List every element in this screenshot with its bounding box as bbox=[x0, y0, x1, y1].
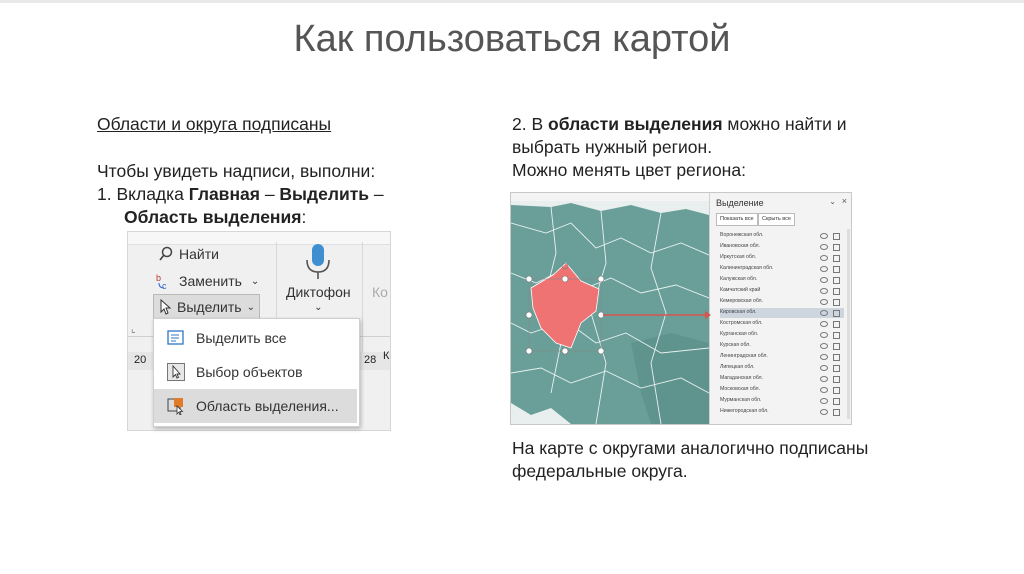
eye-icon[interactable] bbox=[820, 266, 828, 272]
lock-icon[interactable] bbox=[833, 332, 840, 339]
chevron-down-icon: ⌄ bbox=[246, 301, 255, 313]
lock-icon[interactable] bbox=[833, 244, 840, 251]
eye-icon[interactable] bbox=[820, 255, 828, 261]
slide-title: Как пользоваться картой bbox=[293, 18, 731, 60]
eye-icon[interactable] bbox=[820, 387, 828, 393]
selection-pane-row[interactable] bbox=[720, 396, 844, 406]
lock-icon[interactable] bbox=[833, 266, 840, 273]
selection-pane-row-label: Курганская обл. bbox=[720, 331, 759, 337]
selection-pane-row-label: Кемеровская обл. bbox=[720, 298, 764, 304]
selection-pane-row-label: Калужская обл. bbox=[720, 276, 758, 282]
selection-pane-row[interactable] bbox=[720, 352, 844, 362]
eye-icon[interactable] bbox=[820, 343, 828, 349]
eye-icon[interactable] bbox=[820, 299, 828, 305]
chevron-down-icon[interactable]: ⌄ bbox=[829, 197, 836, 206]
eye-icon[interactable] bbox=[820, 321, 828, 327]
selection-pane-row-label: Курская обл. bbox=[720, 342, 751, 348]
selection-pane-row[interactable] bbox=[720, 297, 844, 307]
dialog-launcher-icon[interactable]: ⌞ bbox=[131, 324, 136, 335]
selection-pane-row-label: Иркутская обл. bbox=[720, 254, 757, 260]
eye-icon[interactable] bbox=[820, 277, 828, 283]
lock-icon[interactable] bbox=[833, 354, 840, 361]
lock-icon[interactable] bbox=[833, 310, 840, 317]
cursor-icon bbox=[158, 299, 172, 315]
right-line1: 2. В области выделения можно найти и bbox=[512, 114, 847, 134]
selection-pane-row[interactable] bbox=[720, 319, 844, 329]
selection-pane-row[interactable] bbox=[720, 264, 844, 274]
hide-all-button[interactable]: Скрыть все bbox=[758, 213, 795, 226]
right-note-line2: федеральные округа. bbox=[512, 461, 688, 481]
eye-icon[interactable] bbox=[820, 310, 828, 316]
selection-pane-row[interactable] bbox=[720, 341, 844, 351]
eye-icon[interactable] bbox=[820, 354, 828, 360]
menu-item-label: Область выделения... bbox=[196, 398, 339, 414]
selection-pane-row-label: Камчатский край bbox=[720, 287, 761, 293]
ruler-number-left: 20 bbox=[134, 354, 147, 366]
map-screenshot bbox=[510, 192, 852, 425]
lock-icon[interactable] bbox=[833, 387, 840, 394]
menu-item-label: Выделить все bbox=[196, 330, 287, 346]
cut-off-label: Ко bbox=[372, 284, 388, 300]
right-line3: Можно менять цвет региона: bbox=[512, 160, 746, 180]
eye-icon[interactable] bbox=[820, 409, 828, 415]
eye-icon[interactable] bbox=[820, 233, 828, 239]
selection-pane-title: Выделение bbox=[716, 198, 764, 208]
cursor-icon bbox=[166, 363, 186, 381]
close-icon[interactable]: × bbox=[841, 196, 847, 206]
selection-pane bbox=[709, 193, 852, 424]
replace-label: Заменить bbox=[179, 273, 242, 289]
chevron-down-icon: ⌄ bbox=[250, 275, 260, 287]
lock-icon[interactable] bbox=[833, 299, 840, 306]
lock-icon[interactable] bbox=[833, 343, 840, 350]
selection-pane-row[interactable] bbox=[720, 231, 844, 241]
chevron-down-icon: ⌄ bbox=[314, 302, 323, 313]
dictation-label: Диктофон bbox=[286, 284, 351, 300]
dictation-button[interactable] bbox=[286, 242, 351, 313]
menu-item-label: Выбор объектов bbox=[196, 364, 303, 380]
lock-icon[interactable] bbox=[833, 233, 840, 240]
find-label: Найти bbox=[179, 246, 219, 262]
selection-pane-row[interactable] bbox=[720, 374, 844, 384]
lock-icon[interactable] bbox=[833, 288, 840, 295]
arrow-head bbox=[705, 311, 711, 319]
replace-button[interactable] bbox=[156, 272, 259, 290]
right-note-line1: На карте с округами аналогично подписаны bbox=[512, 438, 869, 458]
ruler-letter: К bbox=[383, 350, 390, 362]
lock-icon[interactable] bbox=[833, 255, 840, 262]
lock-icon[interactable] bbox=[833, 321, 840, 328]
instruction-line2: 1. Вкладка Главная – Выделить – bbox=[97, 184, 384, 204]
selection-pane-row-label: Магаданская обл. bbox=[720, 375, 763, 381]
microphone-icon bbox=[303, 242, 333, 282]
lock-icon[interactable] bbox=[833, 277, 840, 284]
selection-pane-row-label: Кировская обл. bbox=[720, 309, 757, 315]
instruction-line3: Область выделения: bbox=[124, 207, 307, 227]
show-all-button[interactable]: Показать все bbox=[716, 213, 758, 226]
ruler-number-right: 28 bbox=[364, 354, 377, 366]
selection-pane-icon bbox=[166, 397, 186, 415]
selection-pane-row[interactable] bbox=[720, 275, 844, 285]
eye-icon[interactable] bbox=[820, 288, 828, 294]
eye-icon[interactable] bbox=[820, 376, 828, 382]
selection-pane-row[interactable] bbox=[720, 385, 844, 395]
selection-pane-row-label: Ивановская обл. bbox=[720, 243, 760, 249]
select-label: Выделить bbox=[177, 299, 242, 315]
svg-text:b: b bbox=[156, 273, 162, 283]
selection-pane-row[interactable] bbox=[720, 308, 844, 318]
menu-item-select-all[interactable] bbox=[154, 321, 357, 355]
svg-text:c: c bbox=[162, 281, 167, 290]
menu-item-selection-pane[interactable] bbox=[154, 389, 357, 423]
eye-icon[interactable] bbox=[820, 365, 828, 371]
selection-pane-row-label: Нижегородская обл. bbox=[720, 408, 769, 414]
top-rule bbox=[0, 0, 1024, 3]
eye-icon[interactable] bbox=[820, 244, 828, 250]
selection-pane-row-label: Ленинградская обл. bbox=[720, 353, 768, 359]
lock-icon[interactable] bbox=[833, 365, 840, 372]
map-canvas bbox=[511, 193, 709, 424]
selection-pane-row-label: Воронежская обл. bbox=[720, 232, 764, 238]
lock-icon[interactable] bbox=[833, 398, 840, 405]
selection-pane-row[interactable] bbox=[720, 330, 844, 340]
select-dropdown-button[interactable] bbox=[153, 294, 260, 320]
selection-pane-row[interactable] bbox=[720, 242, 844, 252]
search-icon bbox=[158, 246, 174, 262]
eye-icon[interactable] bbox=[820, 398, 828, 404]
select-all-icon bbox=[166, 329, 186, 347]
selection-pane-row[interactable] bbox=[720, 407, 844, 417]
right-line2: выбрать нужный регион. bbox=[512, 137, 713, 157]
selection-pane-row[interactable] bbox=[720, 286, 844, 296]
eye-icon[interactable] bbox=[820, 332, 828, 338]
scrollbar[interactable] bbox=[847, 229, 850, 419]
selection-pane-row-label: Калининградская обл. bbox=[720, 265, 774, 271]
find-button[interactable] bbox=[158, 246, 219, 262]
selection-pane-row-label: Мурманская обл. bbox=[720, 397, 762, 403]
selection-pane-row-label: Липецкая обл. bbox=[720, 364, 755, 370]
select-dropdown-menu bbox=[153, 318, 360, 427]
selection-pane-row[interactable] bbox=[720, 363, 844, 373]
selection-pane-row-label: Костромская обл. bbox=[720, 320, 763, 326]
menu-item-select-objects[interactable] bbox=[154, 355, 357, 389]
lock-icon[interactable] bbox=[833, 376, 840, 383]
lock-icon[interactable] bbox=[833, 409, 840, 416]
selection-pane-row[interactable] bbox=[720, 253, 844, 263]
left-heading: Области и округа подписаны bbox=[97, 114, 332, 134]
instruction-line1: Чтобы увидеть надписи, выполни: bbox=[97, 161, 376, 181]
selection-pane-row-label: Московская обл. bbox=[720, 386, 760, 392]
replace-icon bbox=[156, 272, 174, 290]
